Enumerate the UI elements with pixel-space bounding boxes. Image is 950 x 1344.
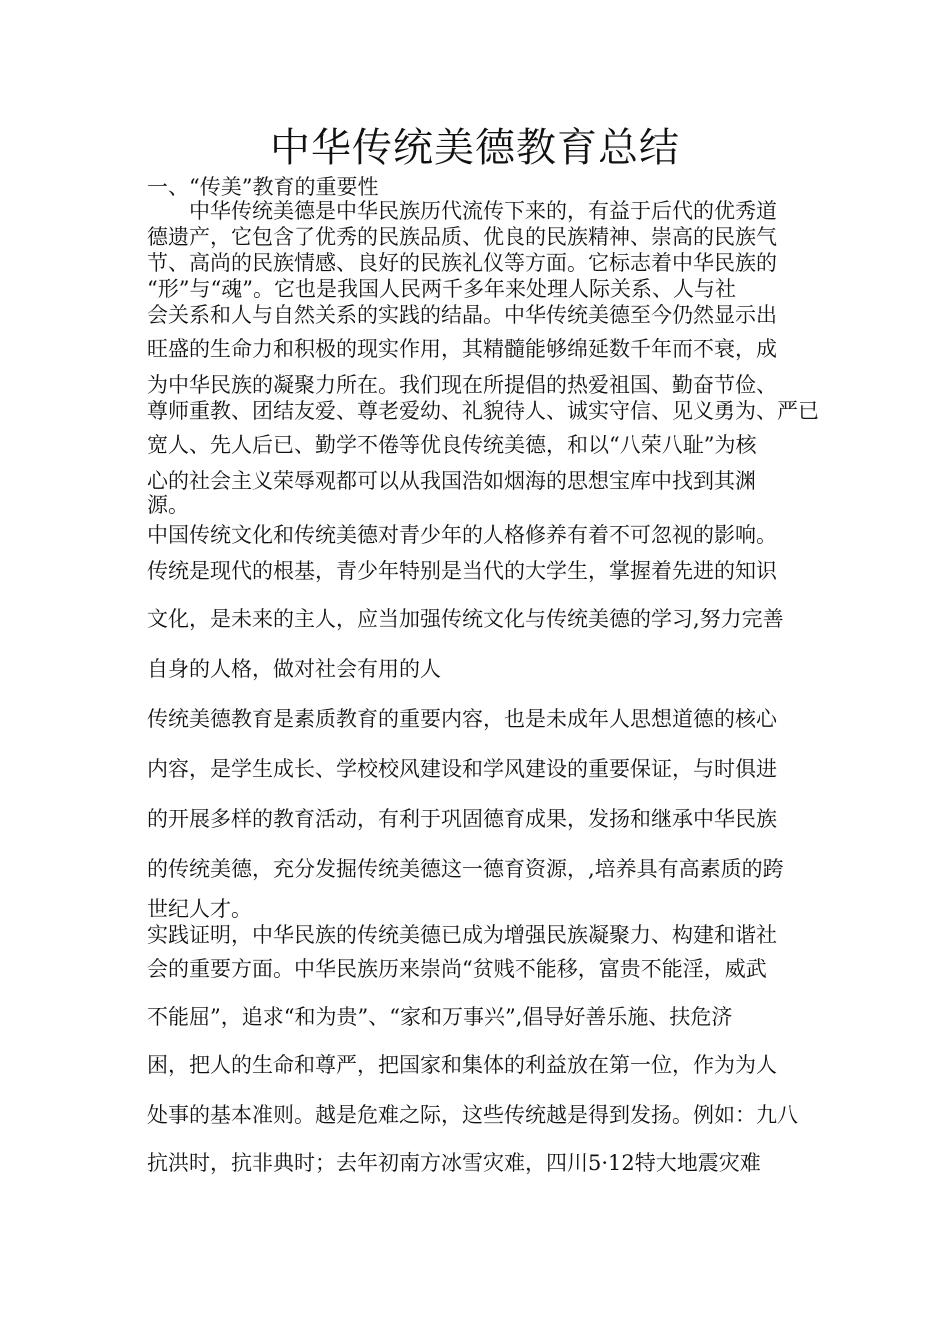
paragraph-line: 处事的基本准则。越是危难之际，这些传统越是得到发扬。例如：九八 — [147, 1103, 798, 1127]
paragraph-line: 文化，是未来的主人，应当加强传统文化与传统美德的学习,努力完善 — [147, 607, 784, 631]
paragraph-line: 会关系和人与自然关系的实践的结晶。中华传统美德至今仍然显示出 — [147, 303, 777, 327]
paragraph-line: 困，把人的生命和尊严，把国家和集体的利益放在第一位，作为为人 — [147, 1053, 777, 1077]
paragraph-line: 传统美德教育是素质教育的重要内容，也是未成年人思想道德的核心 — [147, 707, 777, 731]
paragraph-line: 抗洪时，抗非典时；去年初南方冰雪灾难，四川5·12特大地震灾难 — [147, 1151, 761, 1175]
paragraph-line: 中国传统文化和传统美德对青少年的人格修养有着不可忽视的影响。 — [147, 523, 777, 547]
paragraph-line: 会的重要方面。中华民族历来崇尚“贫贱不能移，富贵不能淫，威武 — [147, 957, 767, 981]
paragraph-line: 的传统美德，充分发掘传统美德这一德育资源，,培养具有高素质的跨 — [147, 857, 784, 881]
paragraph-line: 尊师重教、团结友爱、尊老爱幼、礼貌待人、诚实守信、见义勇为、严已 — [147, 399, 819, 423]
paragraph-line: 源。 — [147, 493, 189, 517]
paragraph-line: 传统是现代的根基，青少年特别是当代的大学生，掌握着先进的知识 — [147, 559, 777, 583]
paragraph-line: 的开展多样的教育活动，有利于巩固德育成果，发扬和继承中华民族 — [147, 807, 777, 831]
paragraph-line: 为中华民族的凝聚力所在。我们现在所提倡的热爱祖国、勤奋节俭、 — [147, 373, 777, 397]
paragraph-line: 中华传统美德是中华民族历代流传下来的，有益于后代的优秀道 — [189, 199, 777, 223]
document-title: 中华传统美德教育总结 — [270, 125, 680, 171]
section-heading: 一、“传美”教育的重要性 — [147, 175, 379, 199]
paragraph-line: 自身的人格，做对社会有用的人 — [147, 657, 441, 681]
paragraph-line: 德遗产，它包含了优秀的民族品质、优良的民族精神、崇高的民族气 — [147, 225, 777, 249]
paragraph-line: “形”与“魂”。它也是我国人民两千多年来处理人际关系、人与社 — [147, 277, 736, 301]
paragraph-line: 心的社会主义荣辱观都可以从我国浩如烟海的思想宝库中找到其渊 — [147, 469, 756, 493]
paragraph-line: 内容，是学生成长、学校校风建设和学风建设的重要保证，与时俱进 — [147, 757, 777, 781]
paragraph-line: 实践证明，中华民族的传统美德已成为增强民族凝聚力、构建和谐社 — [147, 923, 777, 947]
paragraph-line: 宽人、先人后已、勤学不倦等优良传统美德，和以“八荣八耻”为核 — [147, 433, 757, 457]
paragraph-line: 不能屈”，追求“和为贵”、“家和万事兴”,倡导好善乐施、扶危济 — [147, 1005, 733, 1029]
paragraph-line: 世纪人才。 — [147, 897, 252, 921]
paragraph-line: 节、高尚的民族情感、良好的民族礼仪等方面。它标志着中华民族的 — [147, 251, 777, 275]
paragraph-line: 旺盛的生命力和积极的现实作用，其精髓能够绵延数千年而不衰，成 — [147, 337, 777, 361]
